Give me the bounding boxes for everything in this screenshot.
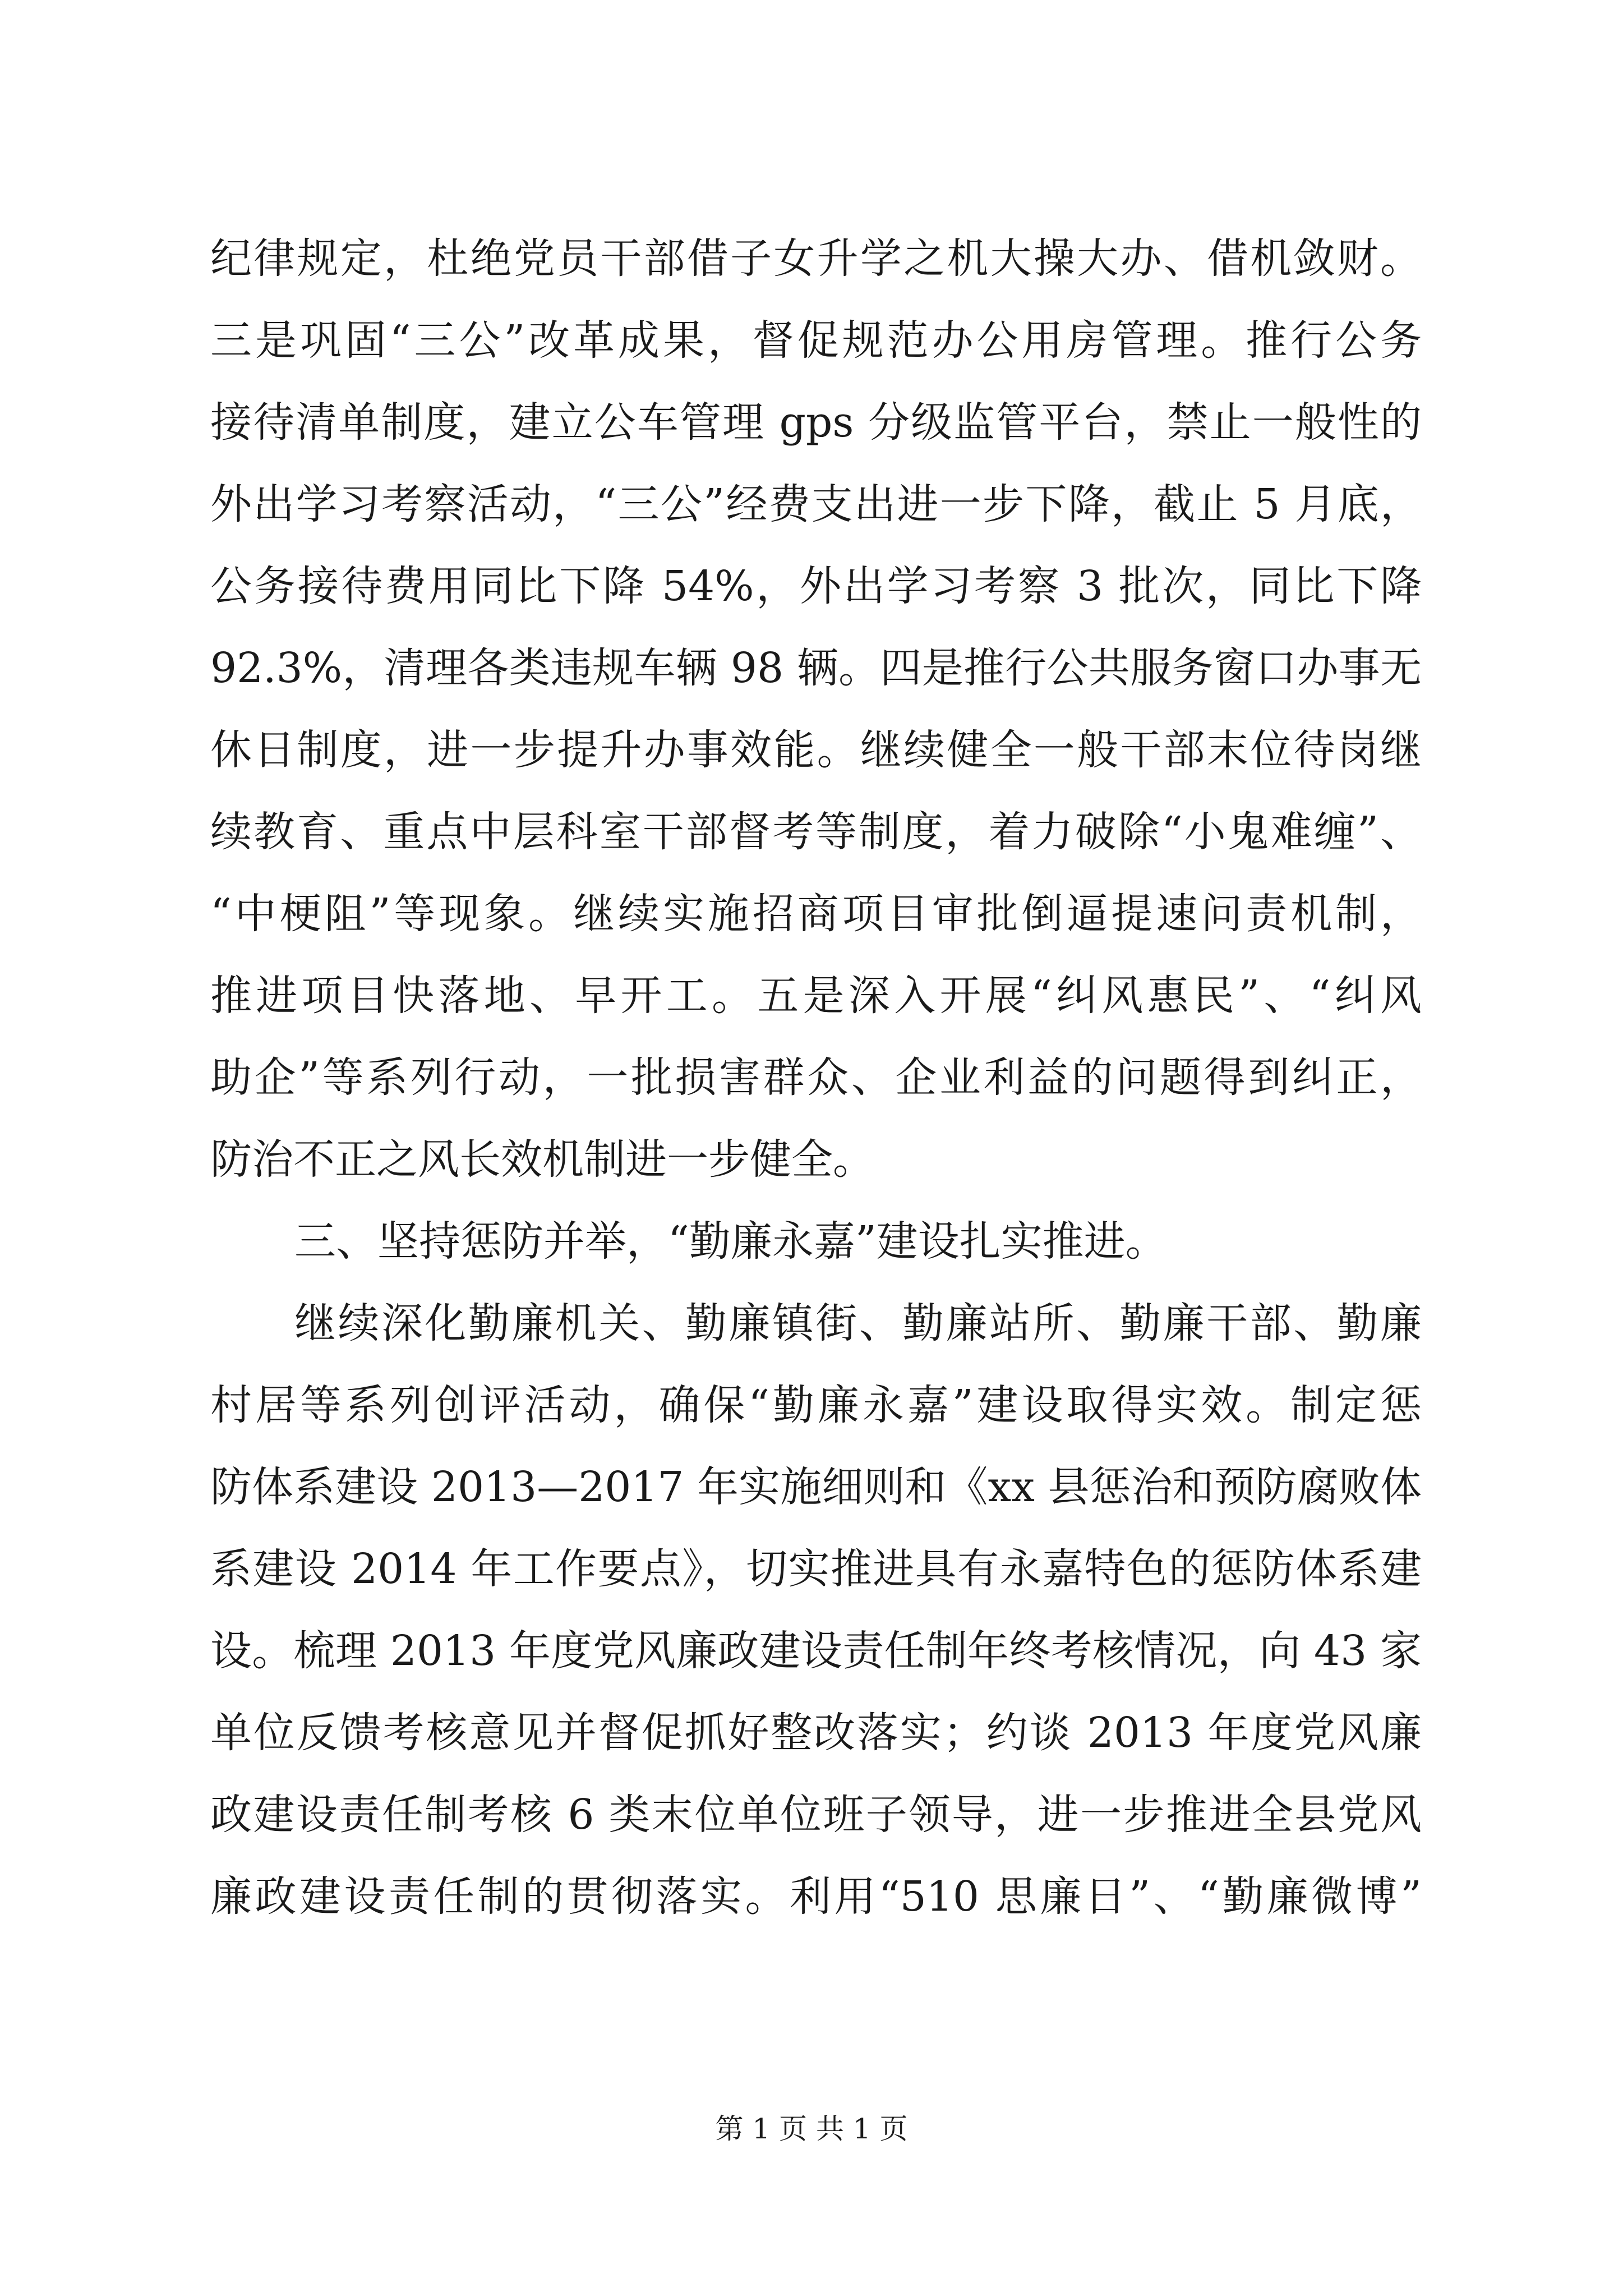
text-line: 防治不正之风长效机制进一步健全。 (210, 1135, 874, 1184)
text-line: 续教育、重点中层科室干部督考等制度，着力破除“小鬼难缠”、 (210, 808, 1422, 856)
text-line: 休日制度，进一步提升办事效能。继续健全一般干部末位待岗继 (210, 726, 1422, 774)
text-line: 村居等系列创评活动，确保“勤廉永嘉”建设取得实效。制定惩 (210, 1381, 1422, 1429)
text-line: 接待清单制度，建立公车管理 gps 分级监管平台，禁止一般性的 (210, 398, 1422, 447)
text-line: 廉政建设责任制的贯彻落实。利用“510 思廉日”、“勤廉微博” (210, 1872, 1422, 1921)
text-line: 助企”等系列行动，一批损害群众、企业利益的问题得到纠正， (210, 1053, 1422, 1102)
text-line: 单位反馈考核意见并督促抓好整改落实；约谈 2013 年度党风廉 (210, 1709, 1422, 1757)
text-line: 外出学习考察活动，“三公”经费支出进一步下降，截止 5 月底， (210, 480, 1422, 528)
section-heading: 三、坚持惩防并举，“勤廉永嘉”建设扎实推进。 (294, 1217, 1167, 1266)
text-line: 系建设 2014 年工作要点》，切实推进具有永嘉特色的惩防体系建 (210, 1545, 1422, 1593)
page-footer: 第 1 页 共 1 页 (715, 2113, 908, 2145)
text-line: 92.3%，清理各类违规车辆 98 辆。四是推行公共服务窗口办事无 (210, 644, 1422, 692)
text-line: 设。梳理 2013 年度党风廉政建设责任制年终考核情况，向 43 家 (210, 1627, 1422, 1675)
text-line: 防体系建设 2013—2017 年实施细则和《xx 县惩治和预防腐败体 (210, 1463, 1422, 1511)
paragraph-first-line: 继续深化勤廉机关、勤廉镇街、勤廉站所、勤廉干部、勤廉 (294, 1299, 1422, 1347)
text-line: 推进项目快落地、早开工。五是深入开展“纠风惠民”、“纠风 (210, 972, 1422, 1020)
text-line: 三是巩固“三公”改革成果，督促规范办公用房管理。推行公务 (210, 316, 1422, 365)
text-line: 政建设责任制考核 6 类末位单位班子领导，进一步推进全县党风 (210, 1791, 1422, 1839)
text-line: 纪律规定，杜绝党员干部借子女升学之机大操大办、借机敛财。 (210, 234, 1422, 283)
document-body (210, 218, 1422, 1938)
text-line: “中梗阻”等现象。继续实施招商项目审批倒逼提速问责机制， (210, 890, 1422, 938)
text-line: 公务接待费用同比下降 54%，外出学习考察 3 批次，同比下降 (210, 562, 1422, 610)
